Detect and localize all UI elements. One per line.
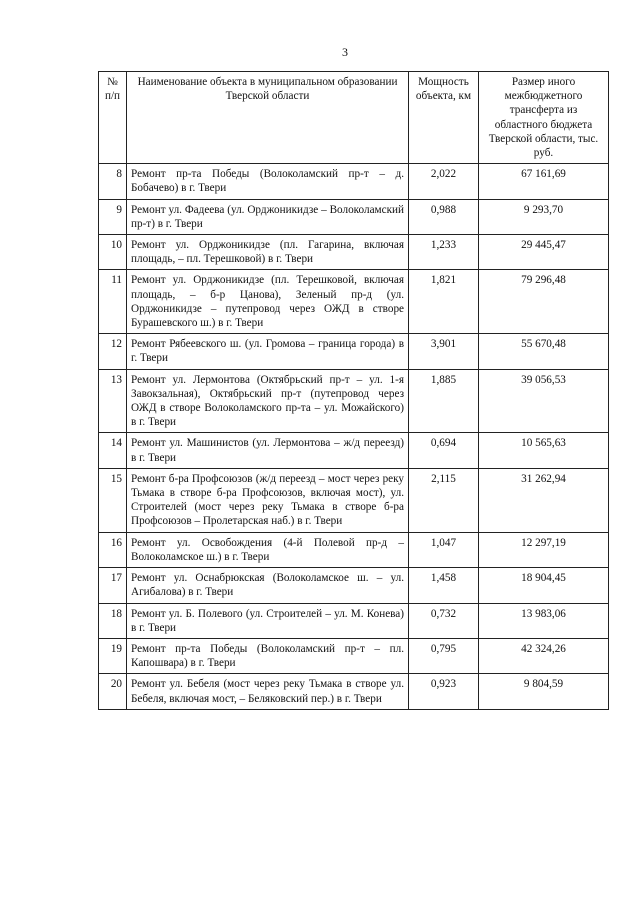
table-row	[99, 568, 609, 603]
row-length: 0,923	[409, 674, 479, 709]
table-row	[99, 433, 609, 468]
row-object-name: Ремонт ул. Машинистов (ул. Лермонтова – ж/д переезд) в г. Твери	[127, 433, 409, 468]
table-row	[99, 270, 609, 334]
row-object-name: Ремонт ул. Орджоникидзе (пл. Гагарина, включая площадь, – пл. Терешковой) в г. Твери	[127, 235, 409, 270]
row-amount: 29 445,47	[479, 235, 609, 270]
table-row	[99, 369, 609, 433]
row-length: 0,732	[409, 603, 479, 638]
row-number: 12	[99, 334, 127, 369]
row-number: 18	[99, 603, 127, 638]
table-row	[99, 638, 609, 673]
row-amount: 67 161,69	[479, 164, 609, 199]
row-object-name: Ремонт Рябеевского ш. (ул. Громова – граница города) в г. Твери	[127, 334, 409, 369]
table-row	[99, 334, 609, 369]
row-object-name: Ремонт б-ра Профсоюзов (ж/д переезд – мост через реку Тьмака в створе б-ра Профсоюзов, включая мост), ул. Строителей (мост через реку Тьмака в створе б-ра Профсоюзов – Пролетарская наб.) в г. Твери	[127, 468, 409, 532]
transfer-table	[98, 71, 609, 710]
row-length: 1,458	[409, 568, 479, 603]
table-row	[99, 603, 609, 638]
row-amount: 18 904,45	[479, 568, 609, 603]
row-amount: 10 565,63	[479, 433, 609, 468]
row-length: 0,795	[409, 638, 479, 673]
row-object-name: Ремонт ул. Лермонтова (Октябрьский пр-т – ул. 1-я Завокзальная), Октябрьский пр-т (путепровод через ОЖД в створе Волоколамского пр-та – ул. Можайского) в г. Твери	[127, 369, 409, 433]
table-row	[99, 468, 609, 532]
row-object-name: Ремонт ул. Оснабрюкская (Волоколамское ш. – ул. Агибалова) в г. Твери	[127, 568, 409, 603]
row-number: 17	[99, 568, 127, 603]
row-length: 1,885	[409, 369, 479, 433]
table-row	[99, 164, 609, 199]
row-object-name: Ремонт ул. Орджоникидзе (пл. Терешковой, включая площадь, – б-р Цанова), Зеленый пр-д (ул. Орджоникидзе – путепровод через ОЖД в створе Бурашевского ш.) в г. Твери	[127, 270, 409, 334]
row-number: 9	[99, 199, 127, 234]
header-length: Мощность объекта, км	[409, 72, 479, 164]
row-number: 8	[99, 164, 127, 199]
table-row	[99, 235, 609, 270]
row-amount: 12 297,19	[479, 532, 609, 567]
row-length: 0,694	[409, 433, 479, 468]
row-object-name: Ремонт пр-та Победы (Волоколамский пр-т – д. Бобачево) в г. Твери	[127, 164, 409, 199]
row-length: 2,022	[409, 164, 479, 199]
table-row	[99, 674, 609, 709]
row-number: 13	[99, 369, 127, 433]
row-length: 1,821	[409, 270, 479, 334]
table-row	[99, 532, 609, 567]
row-number: 10	[99, 235, 127, 270]
row-amount: 42 324,26	[479, 638, 609, 673]
row-number: 14	[99, 433, 127, 468]
row-length: 3,901	[409, 334, 479, 369]
row-length: 1,047	[409, 532, 479, 567]
row-amount: 79 296,48	[479, 270, 609, 334]
header-number: № п/п	[99, 72, 127, 164]
row-length: 2,115	[409, 468, 479, 532]
row-length: 0,988	[409, 199, 479, 234]
row-amount: 39 056,53	[479, 369, 609, 433]
row-amount: 55 670,48	[479, 334, 609, 369]
header-transfer-amount: Размер иного межбюджетного трансферта из областного бюджета Тверской области, тыс. руб.	[479, 72, 609, 164]
row-object-name: Ремонт ул. Б. Полевого (ул. Строителей – ул. М. Конева) в г. Твери	[127, 603, 409, 638]
page-number: 3	[342, 45, 348, 59]
row-number: 19	[99, 638, 127, 673]
row-number: 11	[99, 270, 127, 334]
row-amount: 9 293,70	[479, 199, 609, 234]
row-number: 16	[99, 532, 127, 567]
row-number: 20	[99, 674, 127, 709]
table-header-row	[99, 72, 609, 164]
table-row	[99, 199, 609, 234]
row-object-name: Ремонт пр-та Победы (Волоколамский пр-т – пл. Капошвара) в г. Твери	[127, 638, 409, 673]
row-amount: 9 804,59	[479, 674, 609, 709]
row-amount: 31 262,94	[479, 468, 609, 532]
row-object-name: Ремонт ул. Освобождения (4-й Полевой пр-д – Волоколамское ш.) в г. Твери	[127, 532, 409, 567]
row-object-name: Ремонт ул. Бебеля (мост через реку Тьмака в створе ул. Бебеля, включая мост, – Беляковский пер.) в г. Твери	[127, 674, 409, 709]
row-length: 1,233	[409, 235, 479, 270]
header-object-name: Наименование объекта в муниципальном образовании Тверской области	[127, 72, 409, 164]
row-number: 15	[99, 468, 127, 532]
row-amount: 13 983,06	[479, 603, 609, 638]
row-object-name: Ремонт ул. Фадеева (ул. Орджоникидзе – Волоколамский пр-т) в г. Твери	[127, 199, 409, 234]
